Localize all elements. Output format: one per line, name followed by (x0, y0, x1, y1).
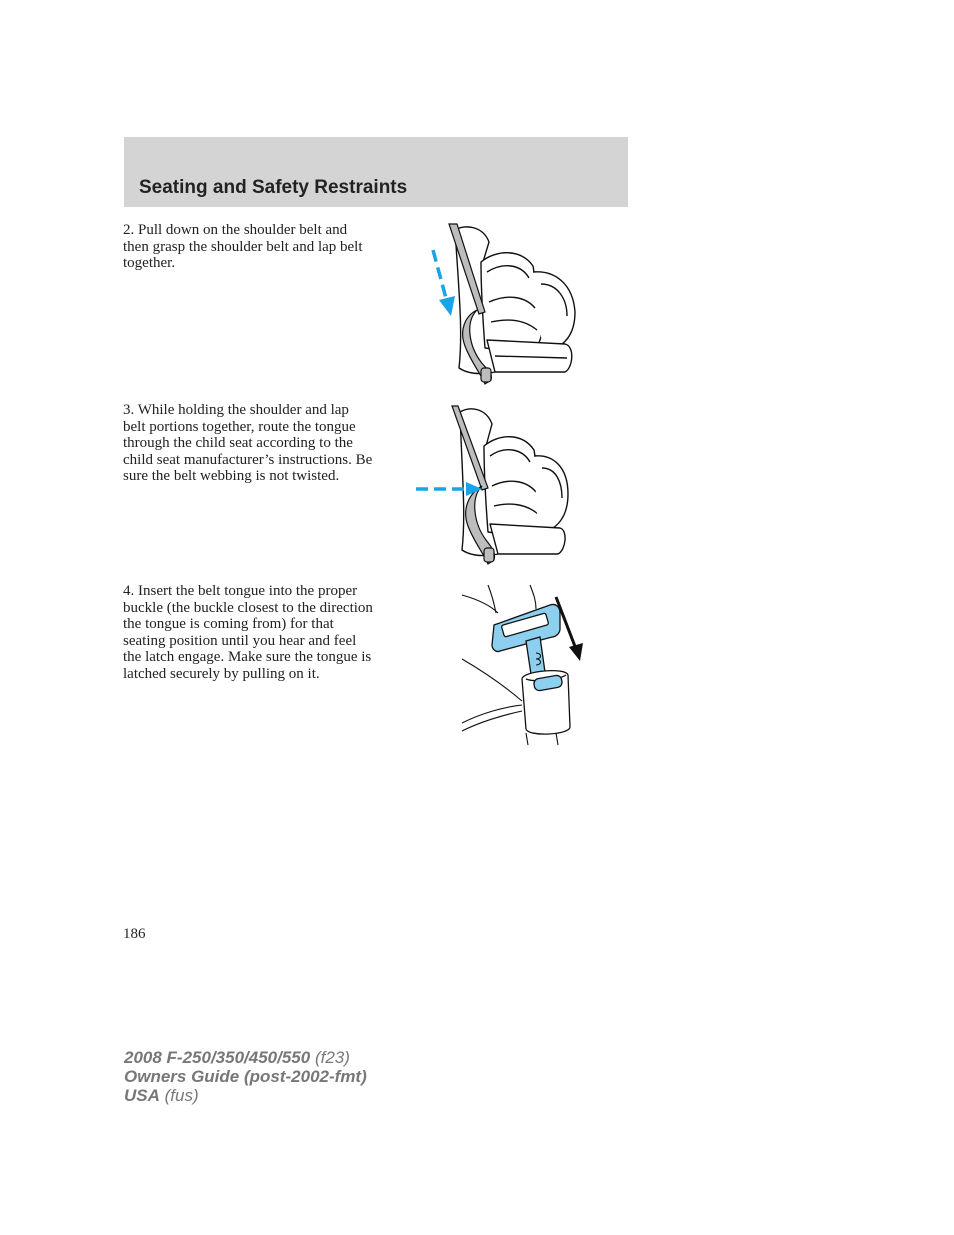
belt-buckle-insert-illustration (456, 583, 586, 748)
footer-guide: Owners Guide (post-2002-fmt) (124, 1067, 367, 1086)
footer-line-1 (124, 1048, 367, 1067)
section-title: Seating and Safety Restraints (139, 177, 408, 198)
child-seat-belt-pull-illustration (425, 222, 585, 390)
footer-model-code: (f23) (310, 1048, 350, 1067)
footer-model: 2008 F-250/350/450/550 (124, 1048, 311, 1067)
step-4-text: 4. Insert the belt tongue into the proper buckle (the buckle closest to the direction the tongue is coming from) for that seating position until you hear and feel the latch engage. Make sure the tongue is latched securely by pulling on it. (123, 583, 373, 682)
section-header (124, 137, 628, 207)
step-2-text: 2. Pull down on the shoulder belt and then grasp the shoulder belt and lap belt together. (123, 222, 363, 271)
footer-line-2 (124, 1067, 367, 1086)
child-seat-belt-route-illustration (412, 402, 572, 570)
footer-market-code: (fus) (159, 1086, 199, 1105)
footer-market: USA (124, 1086, 160, 1105)
page-number: 186 (123, 926, 146, 942)
step-3-text: 3. While holding the shoulder and lap belt portions together, route the tongue through the child seat according to the child seat manufacturer’s instructions. Be sure the belt webbing is not twisted. (123, 402, 373, 484)
footer-line-3 (124, 1086, 367, 1105)
document-footer (124, 1048, 367, 1105)
